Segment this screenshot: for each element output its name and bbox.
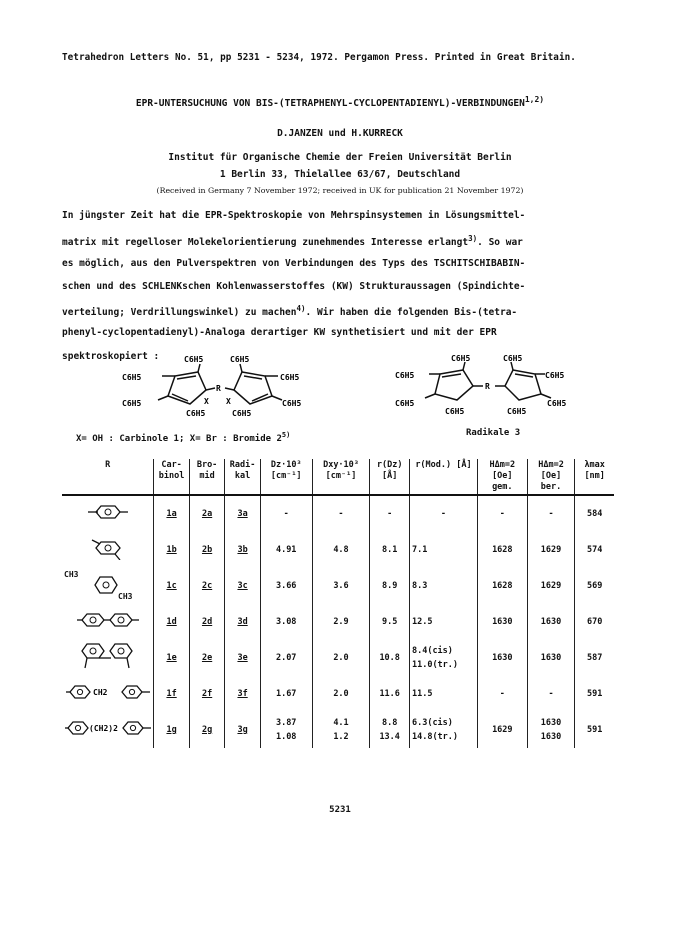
r-mod-trans: 11.0(tr.): [411, 660, 459, 670]
ref-5: 5): [281, 431, 291, 439]
carbinol-cell: 1e: [154, 640, 190, 676]
dxy-cell: 2.0: [312, 676, 370, 712]
dz-cell: 1.67: [260, 676, 312, 712]
r-mod-cell: [409, 640, 477, 676]
r-dz-cell: 9.5: [370, 604, 410, 640]
r-structure-cell: [62, 568, 154, 604]
r-dz-cell: -: [370, 495, 410, 532]
h-ber-value-1: 1630: [540, 718, 562, 728]
institute: Institut für Organische Chemie der Freien Universität Berlin: [168, 152, 512, 163]
bromid-cell: 2e: [189, 640, 225, 676]
x-label: X: [226, 397, 231, 406]
dz-value-1: 3.87: [275, 718, 297, 728]
body-line-3: es möglich, aus den Pulverspektren von Verbindungen des Typs des TSCHITSCHIBABIN-: [62, 258, 526, 269]
article-title-text: EPR-UNTERSUCHUNG VON BIS-(TETRAPHENYL-CYCLOPENTADIENYL)-VERBINDUNGEN: [135, 98, 525, 110]
r-mod-trans: 14.8(tr.): [411, 732, 459, 742]
r-mod-cell: 8.3: [409, 568, 477, 604]
dxy-cell: -: [312, 495, 370, 532]
col-bromid: Bro-mid: [189, 459, 225, 495]
journal-header: Tetrahedron Letters No. 51, pp 5231 - 5234, 1972. Pergamon Press. Printed in Great Britain.: [62, 52, 576, 63]
dz-cell: 3.08: [260, 604, 312, 640]
ch2-label: CH2: [92, 687, 108, 697]
table-header-row: [62, 459, 614, 495]
dxy-value-1: 4.1: [333, 718, 349, 728]
h-ber-cell: 1630: [527, 604, 575, 640]
h-ber-cell: 1629: [527, 532, 575, 568]
table-row: [62, 640, 614, 676]
r-mod-cell: 12.5: [409, 604, 477, 640]
col-dz: Dz·10³ [cm⁻¹]: [260, 459, 312, 495]
r-mod-cis: 6.3(cis): [411, 718, 453, 728]
c6h5-label: C6H5: [445, 407, 465, 416]
radikal-cell: 3a: [225, 495, 261, 532]
caption-radical: Radikale 3: [466, 428, 521, 438]
body-line-2-text: matrix mit regelloser Molekelorientierung zunehmendes Interesse erlangt: [62, 237, 469, 249]
title-references: 1,2): [524, 95, 545, 104]
c6h5-label: C6H5: [122, 373, 142, 382]
c6h5-label: C6H5: [280, 373, 300, 382]
carbinol-cell: 1c: [154, 568, 190, 604]
r-dz-cell: 8.1: [370, 532, 410, 568]
h-gem-cell: 1628: [477, 532, 527, 568]
col-r-mod: r(Mod.) [Å]: [409, 459, 477, 495]
dxy-cell: 3.6: [312, 568, 370, 604]
carbinol-cell: 1g: [154, 712, 190, 748]
r-structure-cell: [62, 532, 154, 568]
r-label: R: [216, 384, 221, 393]
dxy-value-2: 1.2: [333, 732, 349, 742]
dxy-cell: 4.8: [312, 532, 370, 568]
r-structure-cell: [62, 640, 154, 676]
dxy-cell: 2.0: [312, 640, 370, 676]
x-label: X: [204, 397, 209, 406]
bromid-cell: 2b: [189, 532, 225, 568]
ch3-label: CH3: [118, 592, 133, 601]
col-r: R: [62, 459, 154, 495]
body-line-4: schen und des SCHLENKschen Kohlenwasserstoffes (KW) Strukturaussagen (Spindichte-: [62, 281, 526, 292]
lmax-cell: 670: [587, 617, 603, 627]
h-ber-cell: 1630: [527, 640, 575, 676]
table-row: [62, 712, 614, 748]
article-title: [0, 95, 680, 109]
lmax-cell: 574: [587, 545, 603, 555]
h-ber-cell: -: [527, 676, 575, 712]
r-mod-cis: 8.4(cis): [411, 646, 453, 656]
dz-cell: 2.07: [260, 640, 312, 676]
col-h-ber: HΔm=2 [Oe] ber.: [527, 459, 575, 495]
c6h5-label: C6H5: [230, 355, 250, 364]
h-ber-cell: -: [527, 495, 575, 532]
h-gem-cell: -: [477, 676, 527, 712]
received-note: (Received in Germany 7 November 1972; received in UK for publication 21 November 1972): [156, 186, 524, 195]
structure-radical: [395, 354, 585, 424]
c6h5-label: C6H5: [184, 355, 204, 364]
col-r-dz: r(Dz) [Å]: [370, 459, 410, 495]
carbinol-cell: 1b: [154, 532, 190, 568]
ch2n-label: (CH2)2: [88, 723, 118, 733]
body-line-2: [62, 234, 523, 248]
meta-phenylene-structure-icon: [88, 536, 128, 560]
r-dz-cell: 8.9: [370, 568, 410, 604]
col-radikal: Radi-kal: [225, 459, 261, 495]
meta-biphenylene-structure-icon: [81, 642, 135, 670]
body-line-5: [62, 304, 517, 318]
bromid-cell: 2c: [189, 568, 225, 604]
r-structure-cell: [62, 676, 154, 712]
carbinol-cell: 1d: [154, 604, 190, 640]
r-dz-value-2: 13.4: [379, 732, 400, 742]
body-line-5-tail: . Wir haben die folgenden Bis-(tetra-: [305, 307, 518, 319]
biphenylene-structure-icon: [77, 610, 139, 630]
radikal-cell: 3f: [225, 676, 261, 712]
c6h5-label: C6H5: [507, 407, 527, 416]
address: 1 Berlin 33, Thielallee 63/67, Deutschland: [219, 169, 461, 180]
r-structure-cell: [62, 495, 154, 532]
phenylene-structure-icon: [88, 502, 128, 522]
radikal-cell: 3d: [225, 604, 261, 640]
col-carbinol: Car-binol: [154, 459, 190, 495]
radikal-cell: 3b: [225, 532, 261, 568]
ref-3: 3): [468, 234, 478, 243]
c6h5-label: C6H5: [545, 371, 565, 380]
caption-carbinol-bromide-text: X= OH : Carbinole 1; X= Br : Bromide 2: [76, 434, 282, 444]
col-h-gem: HΔm=2 [Oe] gem.: [477, 459, 527, 495]
bromid-cell: 2d: [189, 604, 225, 640]
table-row: [62, 495, 614, 532]
page-number: 5231: [329, 805, 351, 815]
r-dz-cell: 11.6: [370, 676, 410, 712]
body-line-6: phenyl-cyclopentadienyl)-Analoga derartiger KW synthetisiert und mit der EPR: [62, 327, 497, 338]
r-mod-cell: [409, 712, 477, 748]
dimethylphenylene-structure: [64, 568, 151, 604]
carbinol-cell: 1a: [154, 495, 190, 532]
h-gem-cell: 1630: [477, 640, 527, 676]
col-lmax: λmax [nm]: [575, 459, 614, 495]
col-dxy: Dxy·10³ [cm⁻¹]: [312, 459, 370, 495]
c6h5-label: C6H5: [395, 399, 415, 408]
table-row: [62, 568, 614, 604]
dz-cell: -: [260, 495, 312, 532]
body-line-7: spektroskopiert :: [62, 351, 160, 362]
c6h5-label: C6H5: [451, 354, 471, 363]
c6h5-label: C6H5: [282, 399, 302, 408]
h-ber-value-2: 1630: [540, 732, 562, 742]
h-ber-cell: 1629: [527, 568, 575, 604]
r-structure-cell: [62, 604, 154, 640]
r-structure-cell: [62, 712, 154, 748]
body-line-2-tail: . So war: [477, 237, 523, 249]
c6h5-label: C6H5: [186, 409, 206, 418]
bromid-cell: 2a: [189, 495, 225, 532]
body-line-5-text: verteilung; Verdrillungswinkel) zu machen: [62, 307, 297, 319]
lmax-cell: 569: [587, 581, 603, 591]
dz-cell: 4.91: [260, 532, 312, 568]
c6h5-label: C6H5: [503, 354, 523, 363]
dz-cell: 3.66: [260, 568, 312, 604]
structure-carbinol-bromide: [120, 354, 320, 424]
dxy-cell: 2.9: [312, 604, 370, 640]
carbinol-cell: 1f: [154, 676, 190, 712]
r-mod-cell: 11.5: [409, 676, 477, 712]
h-gem-cell: -: [477, 495, 527, 532]
r-dz-cell: 10.8: [370, 640, 410, 676]
r-mod-cell: 7.1: [409, 532, 477, 568]
authors: D.JANZEN und H.KURRECK: [277, 128, 403, 139]
radikal-cell: 3c: [225, 568, 261, 604]
h-gem-cell: 1628: [477, 568, 527, 604]
dz-value-2: 1.08: [275, 732, 297, 742]
table-row: [62, 532, 614, 568]
radikal-cell: 3g: [225, 712, 261, 748]
r-label: R: [485, 382, 490, 391]
ch3-label: CH3: [64, 570, 79, 579]
h-gem-cell: 1629: [477, 712, 527, 748]
ch2-2-bridged-structure-icon: [65, 718, 151, 738]
ref-4: 4): [296, 304, 306, 313]
bromid-cell: 2f: [189, 676, 225, 712]
body-line-1: In jüngster Zeit hat die EPR-Spektroskopie von Mehrspinsystemen in Lösungsmittel-: [62, 210, 526, 221]
c6h5-label: C6H5: [547, 399, 567, 408]
c6h5-label: C6H5: [232, 409, 252, 418]
table-row: [62, 676, 614, 712]
ch2-bridged-structure-icon: [66, 682, 150, 702]
dxy-cell: [312, 712, 370, 748]
dz-cell: [260, 712, 312, 748]
c6h5-label: C6H5: [395, 371, 415, 380]
r-dz-value-1: 8.8: [382, 718, 398, 728]
lmax-cell: 591: [587, 725, 603, 735]
table-row: [62, 604, 614, 640]
lmax-cell: 587: [587, 653, 603, 663]
caption-carbinol-bromide: [76, 431, 290, 444]
epr-data-table: [62, 459, 614, 748]
h-ber-cell: [527, 712, 575, 748]
lmax-cell: 584: [587, 509, 603, 519]
radikal-cell: 3e: [225, 640, 261, 676]
c6h5-label: C6H5: [122, 399, 142, 408]
bromid-cell: 2g: [189, 712, 225, 748]
lmax-cell: 591: [587, 689, 603, 699]
h-gem-cell: 1630: [477, 604, 527, 640]
r-dz-cell: [370, 712, 410, 748]
r-mod-cell: -: [409, 495, 477, 532]
